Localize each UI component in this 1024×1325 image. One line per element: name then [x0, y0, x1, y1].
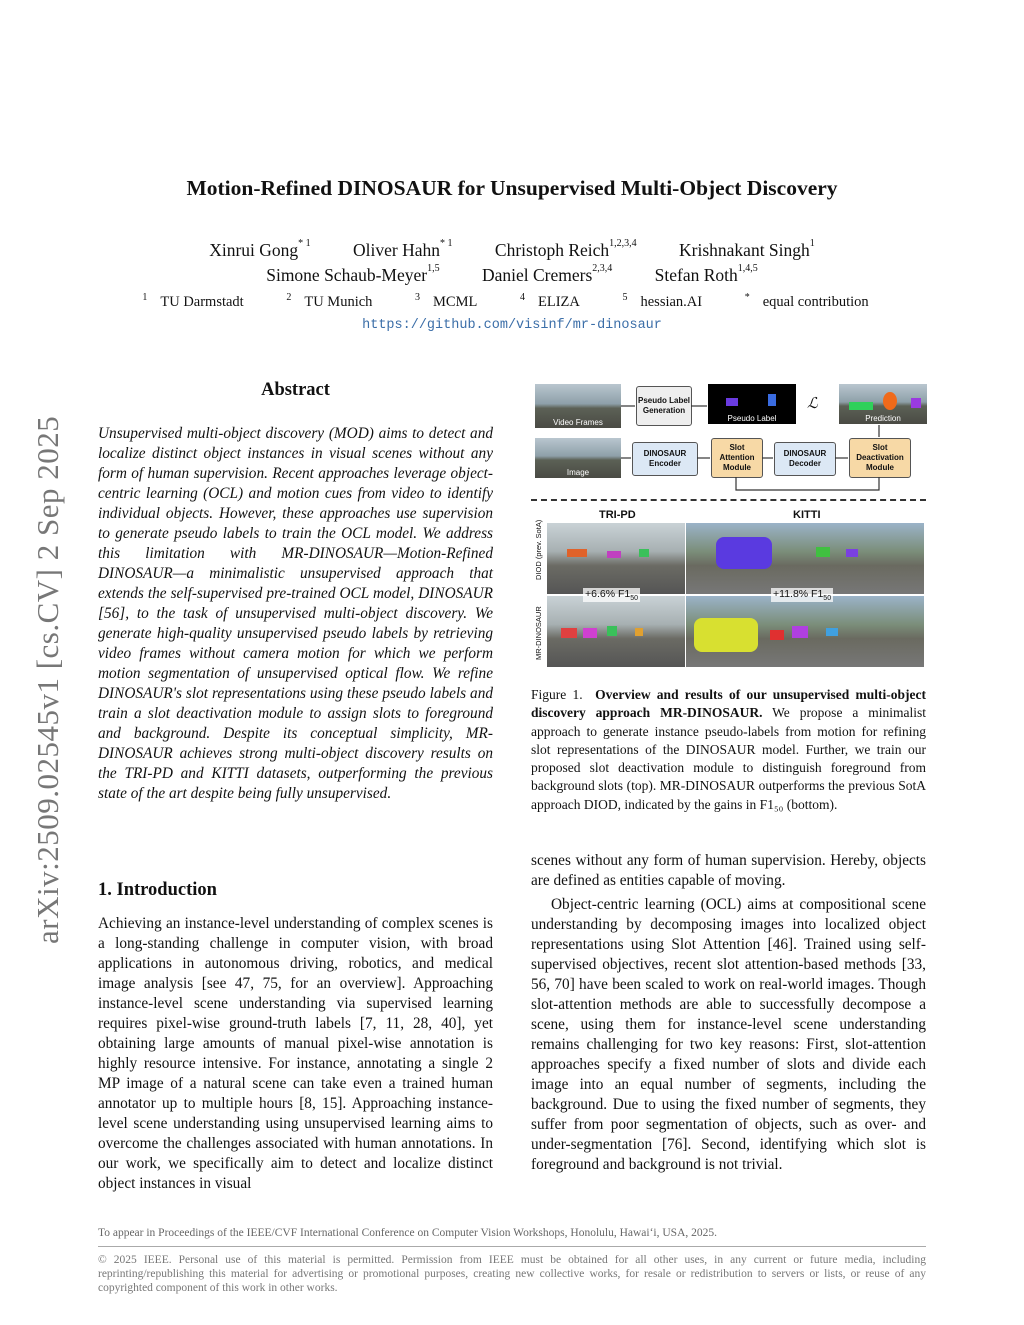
copyright-notice: © 2025 IEEE. Personal use of this material is permitted. Permission from IEEE must be obtained for all other uses, in any current or future media, including reprinting/republishing this material for advertising or promotional purposes, creating new collective works, for resale or redistribution to servers or lists, or reuse of any copyrighted component of this work in other works.: [98, 1254, 926, 1294]
affiliation: * equal contribution: [744, 292, 869, 310]
affiliation: $^1$ TU Darmstadt: [142, 292, 244, 310]
figure-divider: [531, 499, 926, 501]
prediction-image: Prediction: [839, 384, 927, 424]
pipeline-arrows: [531, 380, 931, 500]
gain-tripd: +6.6% $F1_{50}$: [585, 588, 639, 603]
affiliations: [0, 294, 1024, 311]
author: Xinrui Gong$^{* 1}$: [209, 238, 311, 260]
affiliation: $^3$ MCML: [415, 292, 478, 310]
affiliation: $^5$ hessian.AI: [622, 292, 703, 310]
row-label-mr-dinosaur: MR-DINOSAUR: [534, 606, 543, 660]
arxiv-stamp: arXiv:2509.02545v1 [cs.CV] 2 Sep 2025: [30, 415, 65, 944]
slot-deactivation-box: Slot Deactivation Module: [849, 438, 911, 478]
pseudo-label-image: Pseudo Label: [708, 384, 796, 424]
dinosaur-encoder-box: DINOSAUR Encoder: [632, 442, 698, 476]
authors-row-2: [0, 265, 1024, 286]
tripd-mr-dinosaur-image: [547, 596, 685, 667]
abstract-heading: Abstract: [261, 380, 330, 400]
paper-title: Motion-Refined DINOSAUR for Unsupervised Multi-Object Discovery: [186, 176, 838, 200]
intro-right-text: [531, 851, 926, 1175]
input-image: Image: [535, 438, 621, 478]
kitti-diod-image: [686, 523, 924, 594]
venue-note: To appear in Proceedings of the IEEE/CVF International Conference on Computer Vision Workshops, Honolulu, Hawaiʻi, USA, 2025.: [98, 1227, 718, 1239]
loss-symbol: ℒ: [807, 396, 818, 412]
author: Stefan Roth$^{1,4,5}$: [654, 263, 758, 285]
intro-left-text: Achieving an instance-level understanding of complex scenes is a long-standing challenge in computer vision, with broad applications in autonomous driving, robotics, and medical image analysis [see 47, 75, for an overview]. Approaching instance-level scene understanding via supervised learning requires pixel-wise ground-truth labels [7, 11, 28, 40], yet obtaining large amounts of manual pixel-wise annotation is highly resource intensive. For instance, annotating a single 2 MP image of a natural scene can take even a trained human annotator up to multiple hours [8, 15]. Approaching instance-level scene understanding using unsupervised learning aims to overcome the challenges associated with human annotations. In our work, we specifically aim to detect and localize distinct object instances in visual: [98, 915, 493, 1192]
slot-attention-box: Slot Attention Module: [711, 438, 763, 478]
affiliation: $^4$ ELIZA: [519, 292, 580, 310]
intro-heading: 1. Introduction: [98, 880, 217, 900]
tripd-diod-image: [547, 523, 685, 594]
github-link[interactable]: https://github.com/visinf/mr-dinosaur: [362, 318, 662, 333]
figure-caption: Figure 1. Overview and results of our unsupervised multi-object discovery approach MR-DINOSAUR. We propose a minimalist approach to generate instance pseudo-labels from motion for refining slot representations of the DINOSAUR model. Further, we train our proposed slot deactivation module to distinguish foreground from background slots (top). MR-DINOSAUR outperforms the previous SotA approach DIOD, indicated by the gains in F1₅₀ (bottom).: [531, 687, 927, 812]
authors-row-1: [0, 240, 1024, 261]
abstract-text: Unsupervised multi-object discovery (MOD) aims to detect and localize distinct object instances in visual scenes without any form of human supervision. Recent approaches leverage object-centric learning (OCL) and motion cues from video to identify individual objects. However, these approaches use supervision to generate pseudo labels to train the OCL model. We address this limitation with MR-DINOSAUR—Motion-Refined DINOSAUR—a minimalistic unsupervised approach that extends the self-supervised pre-trained OCL model, DINOSAUR [56], to the task of unsupervised multi-object discovery. We generate high-quality unsupervised pseudo labels by retrieving video frames without camera motion for which we perform motion segmentation of unsupervised optical flow. We refine DINOSAUR's slot representations using these pseudo labels and train a slot deactivation module to assign slots to foreground and background. Despite its conceptual simplicity, MR-DINOSAUR achieves strong multi-object discovery results on the TRI-PD and KITTI datasets, outperforming the previous state of the art despite being fully unsupervised.: [98, 425, 493, 802]
author: Simone Schaub-Meyer$^{1,5}$: [266, 263, 440, 285]
dinosaur-decoder-box: DINOSAUR Decoder: [774, 442, 836, 476]
video-frames-image: Video Frames: [535, 384, 621, 428]
gain-kitti: +11.8% $F1_{50}$: [773, 588, 832, 603]
author: Daniel Cremers$^{2,3,4}$: [481, 263, 613, 285]
paragraph: Object-centric learning (OCL) aims at compositional scene understanding by decomposing images into localized object representations using Slot Attention [46]. Trained using self-supervised objectives, recent slot attention-based methods [33, 56, 70] have been scaled to work on real-world images. Though slot-attention methods are able to successfully decompose a scene, using them for instance-level scene understanding remains challenging for two key reasons: First, slot-attention approaches specify a fixed number of slots and divide each image into an equal number of segments, including the background. Due to using the fixed number of segments, they suffer from poor segmentation of objects, such as over- and under-segmentation [76]. Second, identifying which slot is foreground and background is not trivial.: [531, 896, 926, 1173]
paragraph: scenes without any form of human supervision. Hereby, objects are defined as entities capable of moving.: [531, 852, 926, 889]
row-label-diod: DIOD (prev. SotA): [534, 519, 543, 580]
author: Oliver Hahn$^{* 1}$: [353, 238, 453, 260]
author: Christoph Reich$^{1,2,3,4}$: [494, 238, 637, 260]
author: Krishnakant Singh$^1$: [679, 238, 815, 260]
pseudo-label-generation-box: Pseudo Label Generation: [636, 386, 692, 426]
panel-title-kitti: KITTI: [793, 509, 821, 521]
figure-1: [531, 380, 931, 670]
footer-rule: [98, 1246, 926, 1247]
panel-title-tripd: TRI-PD: [599, 509, 636, 521]
affiliation: $^2$ TU Munich: [286, 292, 373, 310]
kitti-mr-dinosaur-image: [686, 596, 924, 667]
